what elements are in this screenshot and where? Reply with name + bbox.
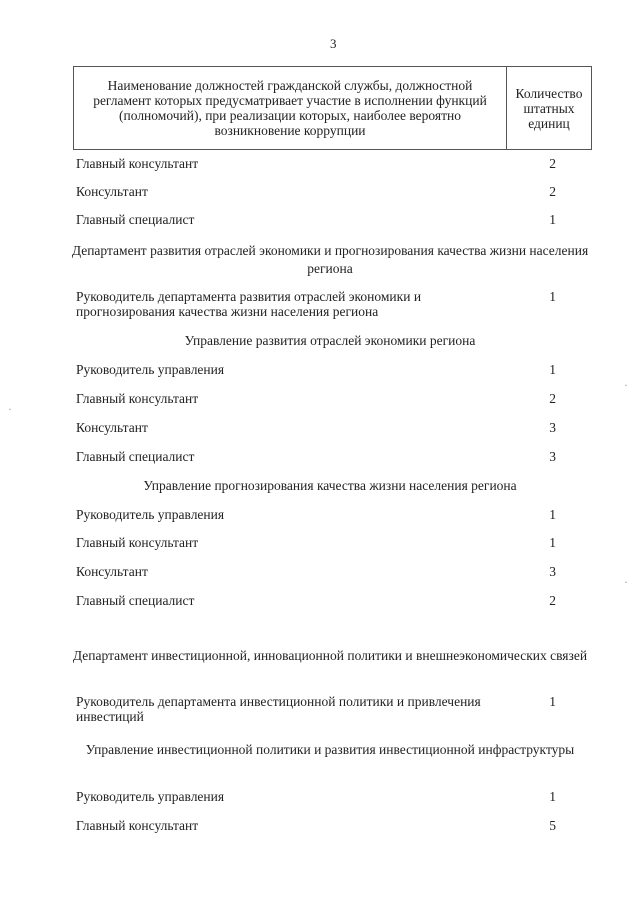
staff-count: 2 [549,184,556,199]
staff-count: 2 [549,156,556,171]
header-position-name: Наименование должностей гражданской службы, должностной регламент которых предусматривает участие в исполнении функций (полномочий), при реализации которых, наиболее вероятно возникновение коррупции [74,67,507,149]
table-row [76,564,556,579]
table-row [76,593,556,608]
staff-count: 5 [549,818,556,833]
staff-count: 1 [549,362,556,377]
table-row [76,156,556,171]
staff-count: 1 [549,212,556,227]
table-row [76,391,556,406]
position-name: Руководитель департамента развития отраслей экономики и прогнозирования качества жизни населения региона [76,289,422,319]
position-name: Главный консультант [76,818,199,833]
position-name: Консультант [76,564,148,579]
staff-count: 2 [549,391,556,406]
staff-count: 1 [549,789,556,804]
position-name: Главный специалист [76,212,195,227]
staff-count: 3 [549,449,556,464]
position-name: Главный консультант [76,156,199,171]
staff-count: 1 [549,694,556,709]
table-row [76,535,556,550]
scan-artifact: · [624,378,628,392]
table-row [76,212,556,227]
table-row [76,694,556,724]
table-row [76,289,556,319]
position-name: Главный консультант [76,535,199,550]
position-name: Консультант [76,420,148,435]
scan-artifact: · [8,402,12,416]
table-row [76,184,556,199]
staff-count: 1 [549,535,556,550]
table-row [76,449,556,464]
table-row [76,507,556,522]
staff-count: 1 [549,507,556,522]
position-name: Руководитель управления [76,789,225,804]
header-staff-count: Количество штатных единиц [515,85,583,131]
position-name: Главный специалист [76,449,195,464]
position-name: Главный специалист [76,593,195,608]
table-row [76,420,556,435]
staff-count: 1 [549,289,556,304]
position-name: Руководитель управления [76,362,225,377]
position-name: Руководитель управления [76,507,225,522]
table-row [76,818,556,833]
page-number: 3 [330,36,337,51]
scan-artifact: · [624,575,628,589]
table-row [76,789,556,804]
table-row [76,362,556,377]
section-heading: Департамент инвестиционной, инновационной политики и внешнеэкономических связей [72,648,588,663]
position-name: Консультант [76,184,148,199]
staff-count: 3 [549,420,556,435]
position-name: Руководитель департамента инвестиционной политики и привлечения инвестиций [76,694,481,724]
section-heading: Управление прогнозирования качества жизни населения региона [143,478,517,493]
section-heading: Департамент развития отраслей экономики и прогнозирования качества жизни населения региона [71,243,589,276]
section-heading: Управление развития отраслей экономики региона [184,333,476,348]
staff-count: 3 [549,564,556,579]
staff-count: 2 [549,593,556,608]
section-heading: Управление инвестиционной политики и развития инвестиционной инфраструктуры [85,742,575,757]
position-name: Главный консультант [76,391,199,406]
header-table [73,66,592,150]
